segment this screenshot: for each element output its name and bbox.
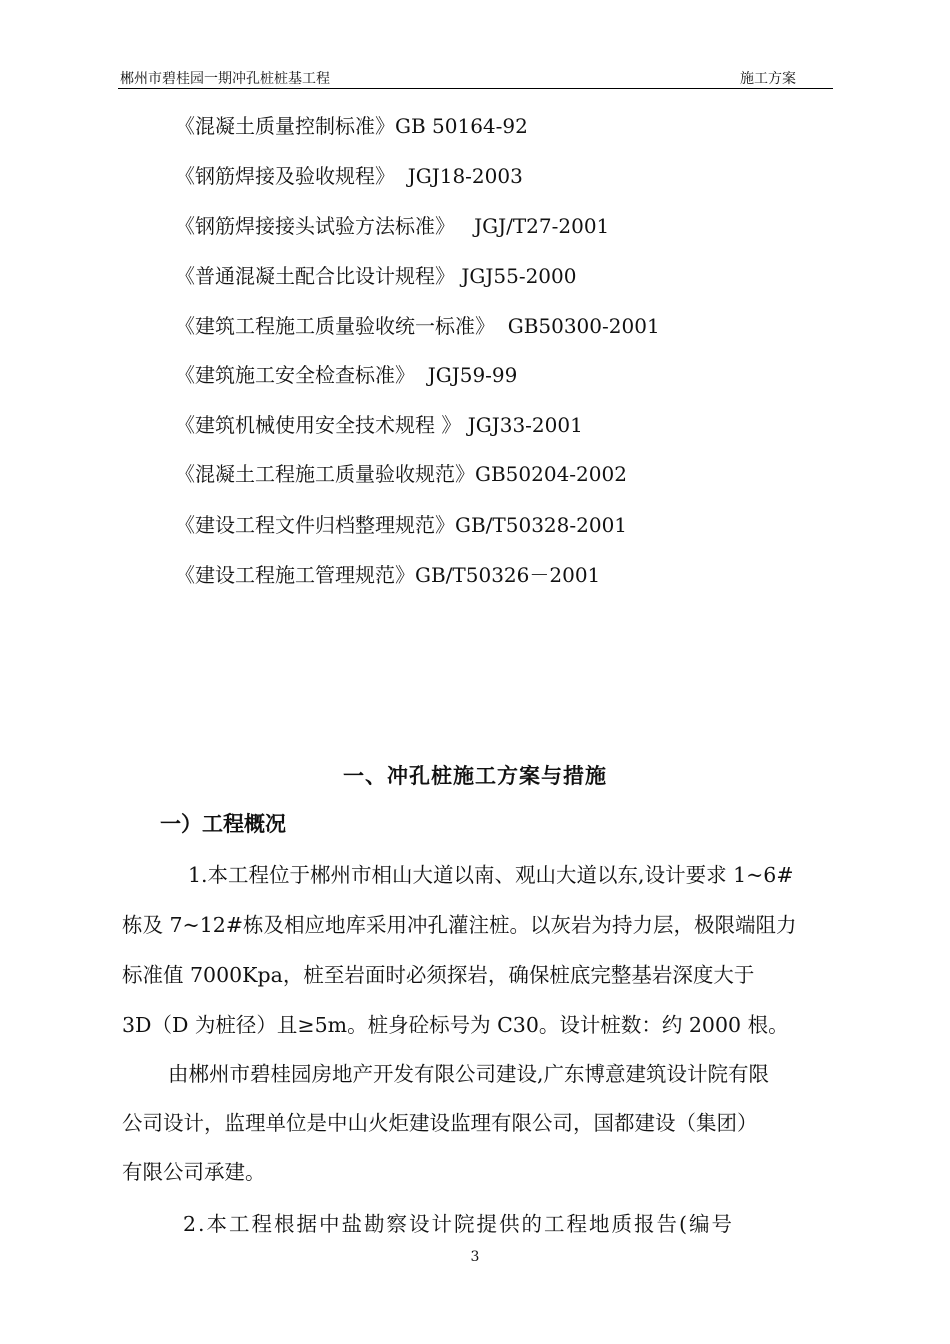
standard-item: 《混凝土质量控制标准》GB 50164-92 (175, 114, 528, 138)
paragraph-line: 1.本工程位于郴州市相山大道以南、观山大道以东,设计要求 1~6# (188, 863, 794, 887)
standard-item: 《钢筋焊接接头试验方法标准》 JGJ/T27-2001 (175, 214, 610, 238)
standard-item: 《建设工程施工管理规范》GB/T50326－2001 (175, 563, 601, 587)
paragraph-line: 由郴州市碧桂园房地产开发有限公司建设,广东博意建筑设计院有限 (168, 1062, 770, 1086)
paragraph-line: 栋及 7~12#栋及相应地库采用冲孔灌注桩。以灰岩为持力层，极限端阻力 (122, 913, 797, 937)
paragraph-line: 3D（D 为桩径）且≥5m。桩身砼标号为 C30。设计桩数：约 2000 根。 (122, 1013, 789, 1037)
paragraph-line: 有限公司承建。 (122, 1160, 266, 1184)
standard-item: 《普通混凝土配合比设计规程》 JGJ55-2000 (175, 264, 577, 288)
standard-item: 《建设工程文件归档整理规范》GB/T50328-2001 (175, 513, 628, 537)
paragraph-line: 标准值 7000Kpa，桩至岩面时必须探岩，确保桩底完整基岩深度大于 (122, 963, 755, 987)
header-project-name: 郴州市碧桂园一期冲孔桩桩基工程 (120, 71, 330, 87)
standard-item: 《建筑机械使用安全技术规程 》 JGJ33-2001 (175, 413, 583, 437)
subsection-title: 一）工程概况 (160, 811, 286, 836)
page-header (118, 68, 833, 89)
standard-item: 《建筑工程施工质量验收统一标准》 GB50300-2001 (175, 314, 660, 338)
standard-item: 《钢筋焊接及验收规程》 JGJ18-2003 (175, 164, 523, 188)
section-title: 一、冲孔桩施工方案与措施 (343, 763, 607, 788)
paragraph-line: 公司设计，监理单位是中山火炬建设监理有限公司，国都建设（集团） (122, 1111, 758, 1135)
standard-item: 《建筑施工安全检查标准》 JGJ59-99 (175, 363, 518, 387)
standard-item: 《混凝土工程施工质量验收规范》GB50204-2002 (175, 462, 627, 486)
page-number: 3 (470, 1249, 480, 1265)
header-doc-type: 施工方案 (740, 71, 796, 87)
paragraph-line: 2.本工程根据中盐勘察设计院提供的工程地质报告(编号 (183, 1212, 735, 1236)
